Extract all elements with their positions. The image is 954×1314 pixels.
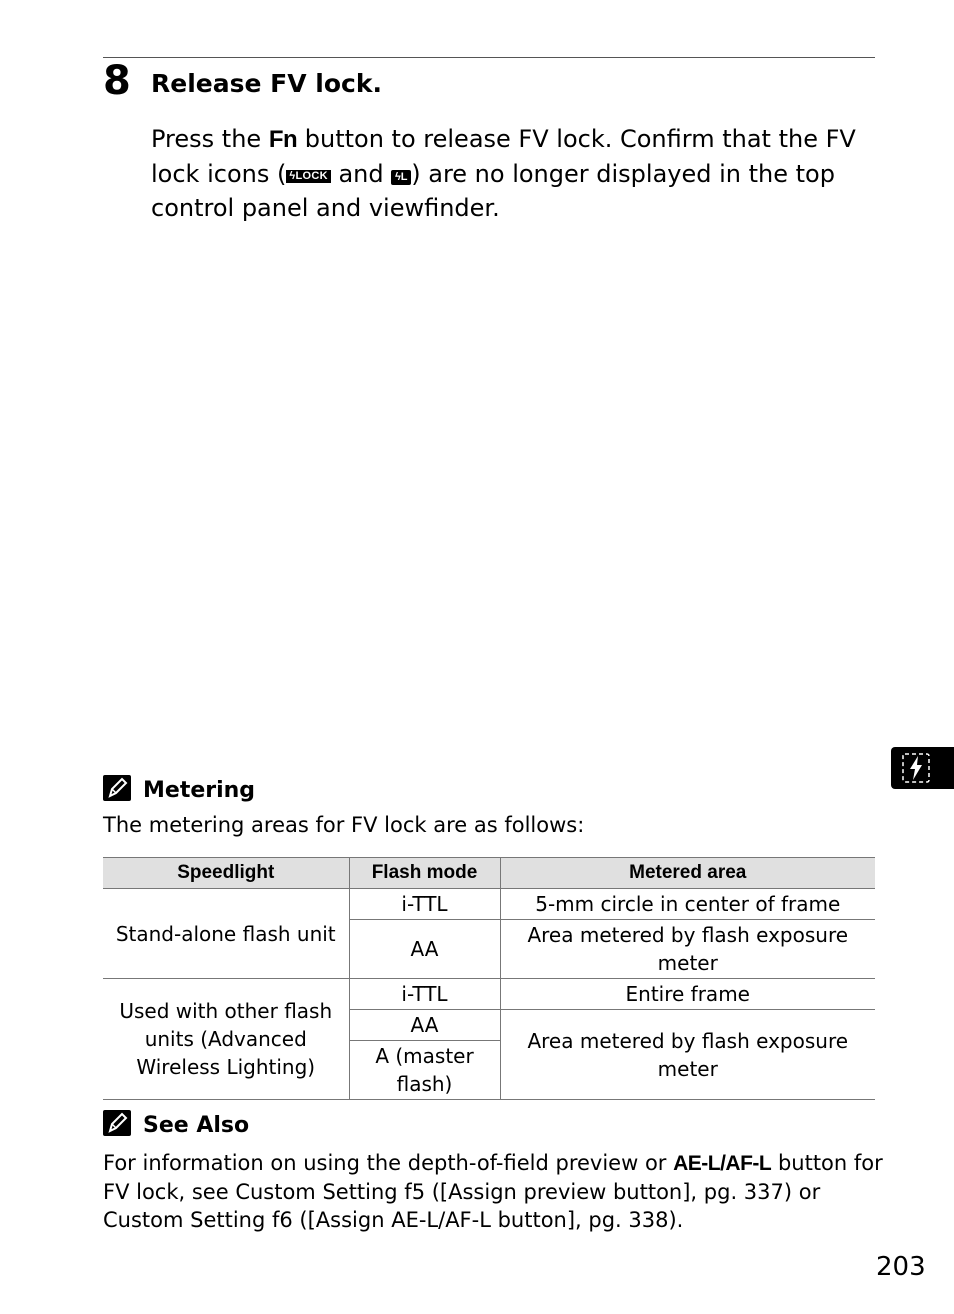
header-speedlight: Speedlight [103,858,349,889]
table-row [103,979,875,1010]
step-title: Release FV lock. [151,69,382,98]
step-text-1: Press the [151,125,269,153]
note-pencil-icon [103,1110,131,1136]
ael-afl-button-label: AE-L/AF-L [673,1152,772,1175]
metered-area-cell: 5-mm circle in center of frame [500,889,875,920]
step-text-3: and [330,160,392,188]
metering-table [103,857,875,1100]
step-text-2: button to release FV lock. Confirm that the FV lock icons ( [151,125,856,188]
metered-area-cell: Entire frame [500,979,875,1010]
table-row [103,889,875,920]
speedlight-cell: Used with other flash units (Advanced Wireless Lighting) [103,979,349,1100]
flash-icon [902,753,930,783]
fn-button-label: Fn [268,126,298,153]
header-flash-mode: Flash mode [349,858,500,889]
see-also-text-2: button for FV lock, see Custom Setting f5 ([Assign preview button], pg. 337) or Custom Setting f6 ([Assign AE-L/AF-L button], pg. 338). [103,1151,883,1232]
flash-mode-cell: AA [349,1010,500,1041]
fv-lock-indicator-icon: ϟL [391,170,411,185]
page-number: 203 [876,1252,926,1282]
flash-mode-cell: i-TTL [349,979,500,1010]
see-also-text-1: For information on using the depth-of-field preview or [103,1151,674,1175]
metering-title: Metering [143,778,256,803]
metered-area-cell: Area metered by flash exposure meter [500,920,875,979]
flash-lock-icon: ϟLOCK [286,170,331,183]
step-text-4: ) are no longer displayed in the top control panel and viewfinder. [151,160,835,222]
step-number: 8 [103,58,131,104]
flash-mode-cell: AA [349,920,500,979]
section-tab-flash [891,747,954,789]
see-also-title: See Also [143,1113,250,1138]
see-also-body [103,1149,883,1234]
metering-intro: The metering areas for FV lock are as follows: [103,813,585,837]
table-header-row [103,858,875,889]
flash-mode-cell: i-TTL [349,889,500,920]
header-metered-area: Metered area [500,858,875,889]
flash-mode-cell: A (master flash) [349,1041,500,1100]
top-rule [103,57,875,58]
speedlight-cell: Stand-alone flash unit [103,889,349,979]
step-body [151,122,881,225]
note-pencil-icon [103,775,131,801]
metered-area-cell: Area metered by flash exposure meter [500,1010,875,1100]
